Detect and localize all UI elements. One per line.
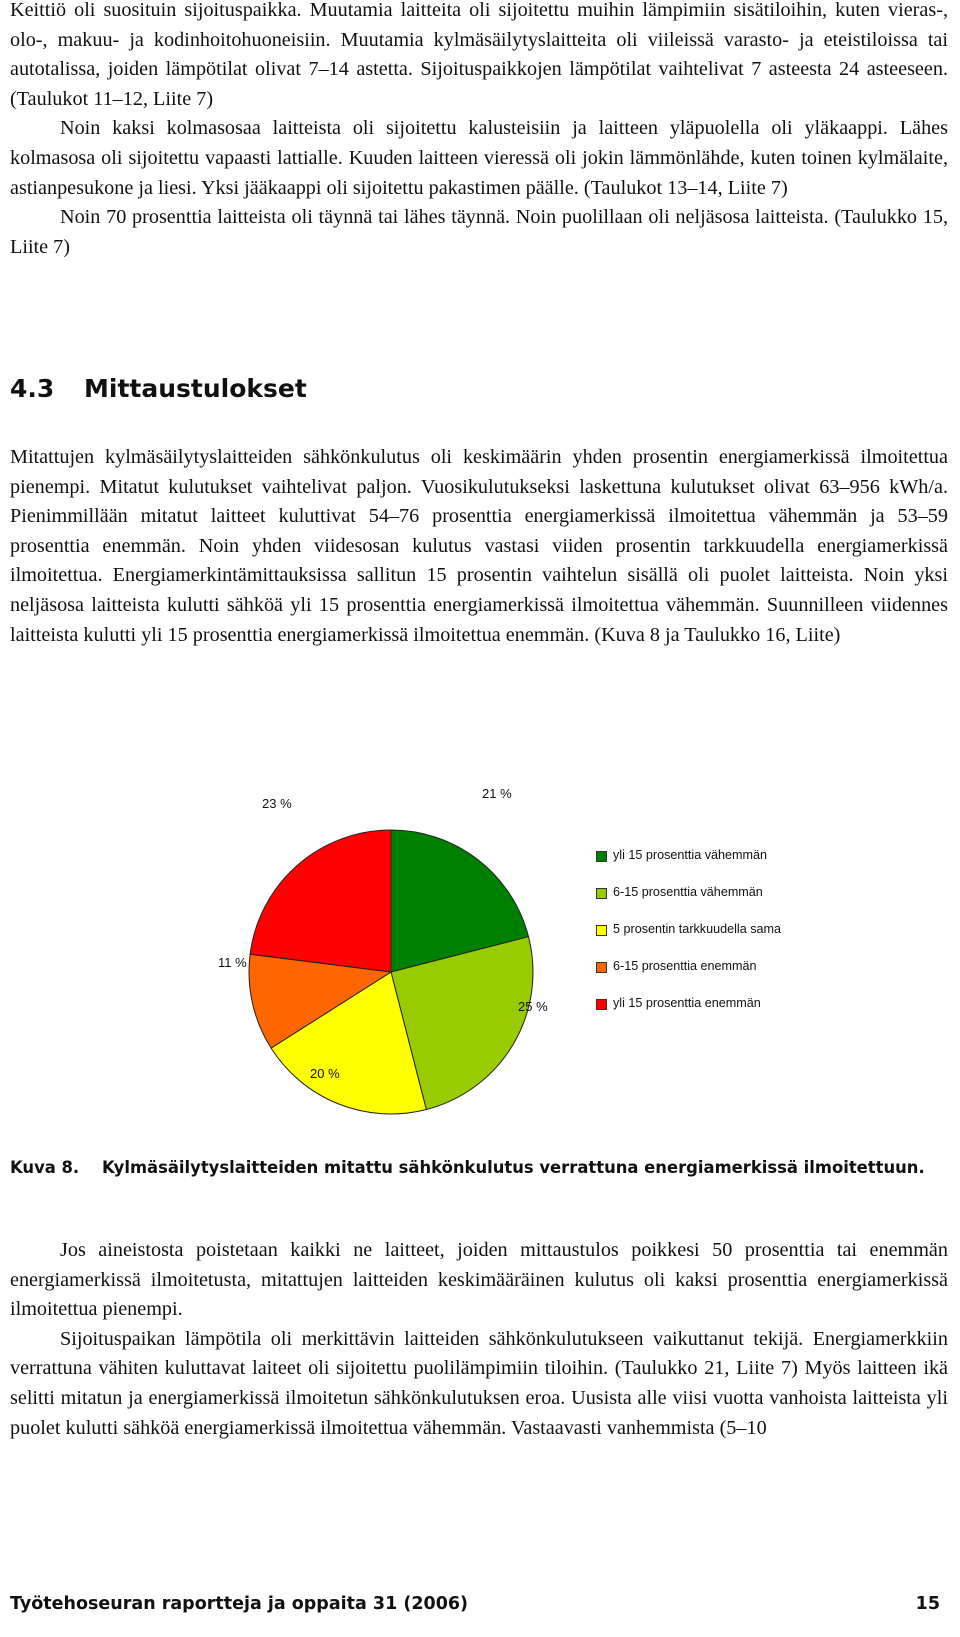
- legend-item: [596, 959, 876, 996]
- paragraph-excluded: Jos aineistosta poistetaan kaikki ne laitteet, joiden mittaustulos poikkesi 50 prosenttia tai enemmän energiamerkissä ilmoitetusta, mitattujen laitteiden keskimääräinen kulutus oli kaksi prosenttia energiamerkissä ilmoitettua pienempi.: [10, 1239, 948, 1321]
- slice-value-label: 20 %: [310, 1066, 340, 1081]
- intro-text: [10, 0, 948, 262]
- paragraph-results: Mitattujen kylmäsäilytyslaitteiden sähkönkulutus oli keskimäärin yhden prosentin energiamerkissä ilmoitettua pienempi. Mitatut kulutukset vaihtelivat paljon. Vuosikulutukseksi laskettuna kulutukset olivat 63–956 kWh/a. Pienimmillään mitatut laitteet kuluttivat 54–76 prosenttia energiamerkissä ilmoitettua vähemmän ja 53–59 prosenttia enemmän. Noin yhden viidesosan kulutus vastasi viiden prosentin tarkkuudella energiamerkissä ilmoitettua. Energiamerkintämittauksissa sallitun 15 prosentin vaihtelun sisällä oli puolet laitteista. Noin yksi neljäsosa laitteista kulutti sähköä yli 15 prosenttia energiamerkissä ilmoitettua vähemmän. Suunnilleen viidennes laitteista kulutti yli 15 prosenttia energiamerkissä ilmoitettua enemmän. (Kuva 8 ja Taulukko 16, Liite): [10, 446, 948, 646]
- paragraph-fill-level: Noin 70 prosenttia laitteista oli täynnä tai lähes täynnä. Noin puolillaan oli neljäsosa laitteista. (Taulukko 15, Liite 7): [10, 206, 948, 258]
- pie-slice: [250, 830, 391, 972]
- legend-swatch: [596, 999, 607, 1010]
- legend-label: yli 15 prosenttia enemmän: [613, 996, 761, 1010]
- legend-label: yli 15 prosenttia vähemmän: [613, 848, 768, 862]
- footer-publication: Työtehoseuran raportteja ja oppaita 31 (2006): [10, 1594, 469, 1614]
- chart-legend: [596, 848, 876, 1033]
- section-number: 4.3: [10, 374, 55, 403]
- legend-label: 6-15 prosenttia enemmän: [613, 959, 757, 973]
- continuation-text: [10, 1236, 948, 1443]
- section-title: Mittaustulokset: [84, 374, 307, 403]
- pie-chart: [0, 760, 960, 1160]
- legend-item: [596, 885, 876, 922]
- page-number: 15: [915, 1594, 940, 1614]
- legend-swatch: [596, 925, 607, 936]
- caption-text: Kylmäsäilytyslaitteiden mitattu sähkönkulutus verrattuna energiamerkissä ilmoitettuun.: [102, 1158, 925, 1177]
- figure-caption: [10, 1155, 948, 1181]
- paragraph-placement: Noin kaksi kolmasosaa laitteista oli sijoitettu kalusteisiin ja laitteen yläpuolella oli yläkaappi. Lähes kolmasosa oli sijoitettu vapaasti lattialle. Kuuden laitteen vieressä oli jokin lämmönlähde, kuten toinen kylmälaite, astianpesukone ja liesi. Yksi jääkaappi oli sijoitettu pakastimen päälle. (Taulukot 13–14, Liite 7): [10, 117, 948, 199]
- legend-label: 5 prosentin tarkkuudella sama: [613, 922, 782, 936]
- slice-value-label: 11 %: [218, 955, 247, 970]
- legend-item: [596, 922, 876, 959]
- caption-label: Kuva 8.: [10, 1158, 80, 1177]
- legend-label: 6-15 prosenttia vähemmän: [613, 885, 763, 899]
- slice-value-label: 21 %: [482, 786, 512, 801]
- page-footer: [10, 1594, 940, 1614]
- slice-value-label: 25 %: [518, 999, 548, 1014]
- slice-value-label: 23 %: [262, 796, 292, 811]
- legend-swatch: [596, 962, 607, 973]
- legend-swatch: [596, 888, 607, 899]
- legend-item: [596, 996, 876, 1033]
- results-text: [10, 443, 948, 650]
- section-heading: [10, 374, 307, 403]
- legend-swatch: [596, 851, 607, 862]
- paragraph-location-effect: Sijoituspaikan lämpötila oli merkittävin laitteiden sähkönkulutukseen vaikuttanut tekijä. Energiamerkkiin verrattuna vähiten kuluttavat laiteet oli sijoitettu puolilämpimiin tiloihin. (Taulukko 21, Liite 7) Myös laitteen ikä selitti mitatun ja energiamerkissä ilmoitetun sähkönkulutuksen eroa. Uusista alle viisi vuotta vanhoista laitteista yli puolet kulutti sähköä energiamerkissä ilmoitettua vähemmän. Vastaavasti vanhemmista (5–10: [10, 1327, 948, 1439]
- legend-item: [596, 848, 876, 885]
- paragraph-location: Keittiö oli suosituin sijoituspaikka. Muutamia laitteita oli sijoitettu muihin lämpimiin sisätiloihin, kuten vieras-, olo-, makuu- ja kodinhoitohuoneisiin. Muutamia kylmäsäilytyslaitteita oli viileissä varasto- ja eteistiloissa tai autotalissa, joiden lämpötilat olivat 7–14 astetta. Sijoituspaikkojen lämpötilat vaihtelivat 7 asteesta 24 asteeseen. (Taulukot 11–12, Liite 7): [10, 0, 948, 110]
